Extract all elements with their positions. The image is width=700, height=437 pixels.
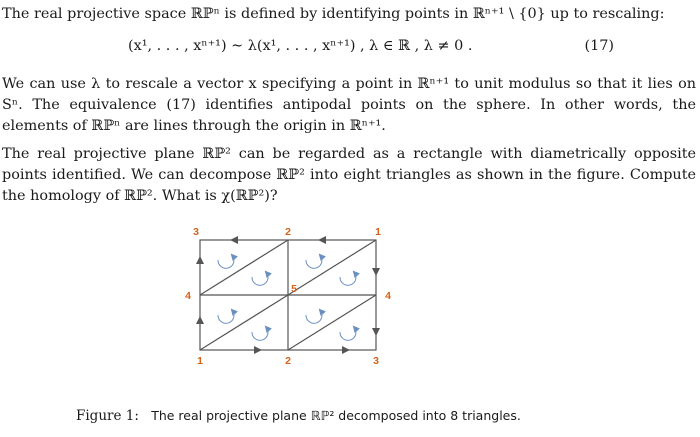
orientation-arrow-1 (218, 255, 234, 268)
vertex-label-right-middle: 4 (385, 290, 391, 302)
orientation-arrow-7 (306, 310, 322, 323)
orientation-arrow-6 (252, 327, 268, 340)
vertex-label-top-left: 3 (193, 226, 199, 238)
equation-17 (0, 38, 700, 62)
rp2-diagram (180, 222, 400, 372)
diagonal-top-left (200, 240, 288, 295)
paragraph-3: The real projective plane ℝℙ² can be regarded as a rectangle with diametrically opposite points identified. We can decompose ℝℙ² into eight triangles as shown in the figure. Compute the homology of ℝℙ². What is χ(ℝℙ²)? (2, 146, 696, 204)
orientation-arrow-4 (340, 272, 356, 285)
caption-text: The real projective plane ℝℙ² decomposed into 8 triangles. (151, 408, 521, 423)
diagonal-bottom-left (200, 295, 288, 350)
vertex-label-bottom-right: 3 (373, 355, 379, 367)
vertex-label-center: 5 (291, 283, 297, 295)
diagonal-bottom-right (288, 295, 376, 350)
vertex-label-bottom-middle: 2 (285, 355, 291, 367)
vertex-label-top-middle: 2 (285, 226, 291, 238)
equation-number: (17) (584, 38, 614, 54)
orientation-arrow-5 (218, 310, 234, 323)
vertex-label-top-right: 1 (375, 226, 381, 238)
rp2-figure (180, 222, 400, 372)
figure-caption (76, 408, 521, 424)
orientation-arrow-2 (252, 272, 268, 285)
orientation-arrow-8 (340, 327, 356, 340)
vertex-label-left-middle: 4 (185, 290, 191, 302)
caption-label: Figure 1: (76, 408, 139, 424)
paragraph-1: The real projective space ℝℙⁿ is defined by identifying points in ℝⁿ⁺¹ \ {0} up to rescaling: (2, 6, 665, 22)
diagonal-top-right (288, 240, 376, 295)
equation-body: (x¹, . . . , xⁿ⁺¹) ∼ λ(x¹, . . . , xⁿ⁺¹) , λ ∈ ℝ , λ ≠ 0 . (128, 38, 473, 54)
paragraph-2: We can use λ to rescale a vector x specifying a point in ℝⁿ⁺¹ to unit modulus so that it lies on Sⁿ. The equivalence (17) identifies antipodal points on the sphere. In other words, the elements of ℝℙⁿ are lines through the origin in ℝⁿ⁺¹. (2, 76, 696, 134)
orientation-arrow-3 (306, 255, 322, 268)
vertex-label-bottom-left: 1 (197, 355, 203, 367)
